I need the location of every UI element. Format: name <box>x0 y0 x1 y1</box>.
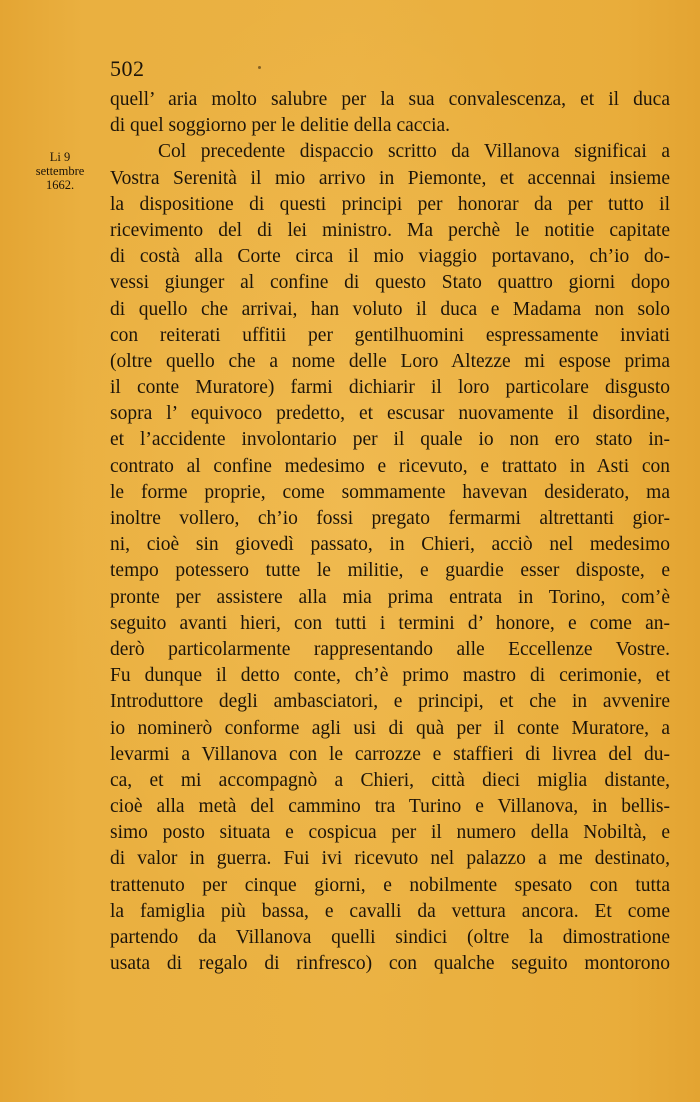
text-line: cioè alla metà del cammino tra Turino e Villanova, in bellis- <box>110 796 670 818</box>
text-line: vessi giunger al confine di questo Stato quattro giorni dopo <box>110 272 670 294</box>
text-line: Col precedente dispaccio scritto da Villanova significai a <box>158 141 670 163</box>
text-line: Vostra Serenità il mio arrivo in Piemonte, et accennai insieme <box>110 167 670 189</box>
text-line: di costà alla Corte circa il mio viaggio portavano, ch’io do- <box>110 246 670 268</box>
text-line: ca, et mi accompagnò a Chieri, città dieci miglia distante, <box>110 769 670 791</box>
margin-note-month: settembre <box>35 164 85 178</box>
text-line: contrato al confine medesimo e ricevuto, e trattato in Asti con <box>110 455 670 477</box>
text-line: di quel soggiorno per le delitie della caccia. <box>110 115 451 137</box>
text-line: la famiglia più bassa, e cavalli da vettura ancora. Et come <box>110 900 670 922</box>
ink-speck <box>258 66 261 69</box>
text-line: io nominerò conforme agli usi di quà per il conte Muratore, a <box>110 717 670 739</box>
text-line: usata di regalo di rinfresco) con qualche seguito montorono <box>110 953 670 975</box>
margin-note-year: 1662. <box>45 178 75 192</box>
text-line: et l’accidente involontario per il quale io non ero stato in- <box>110 429 670 451</box>
text-line: il conte Muratore) farmi dichiarir il loro particolare disgusto <box>110 377 670 399</box>
text-line: sopra l’ equivoco predetto, et escusar nuovamente il disordine, <box>110 403 670 425</box>
text-line: partendo da Villanova quelli sindici (oltre la dimostratione <box>110 927 670 948</box>
text-line: Introduttore degli ambasciatori, e principi, et che in avvenire <box>110 691 670 713</box>
page-number: 502 <box>110 56 145 81</box>
text-line: pronte per assistere alla mia prima entrata in Torino, com’è <box>110 586 670 608</box>
margin-note-day: Li 9 <box>49 150 71 164</box>
text-line: di valor in guerra. Fui ivi ricevuto nel palazzo a me destinato, <box>110 848 670 870</box>
text-line: con reiterati uffitii per gentilhuomini espressamente inviati <box>110 324 670 346</box>
text-line: ricevimento del di lei ministro. Ma perchè le notitie capitate <box>110 219 670 241</box>
body-text <box>110 87 670 977</box>
text-line: trattenuto per cinque giorni, e nobilmente spesato con tutta <box>110 874 670 896</box>
text-line: la dispositione di questi principi per honorar da per tutto il <box>110 193 670 215</box>
text-line: simo posto situata e cospicua per il numero della Nobiltà, e <box>110 822 670 844</box>
text-line: di quello che arrivai, han voluto il duca e Madama non solo <box>110 298 670 320</box>
marginal-date-note <box>20 150 100 192</box>
text-line: inoltre vollero, ch’io fossi pregato fermarmi altrettanti gior- <box>110 508 670 529</box>
text-line: (oltre quello che a nome delle Loro Altezze mi espose prima <box>110 350 670 372</box>
text-line: le forme proprie, come sommamente havevan desiderato, ma <box>110 481 670 503</box>
text-line: ni, cioè sin giovedì passato, in Chieri, acciò nel medesimo <box>110 534 670 556</box>
text-line: derò particolarmente rappresentando alle Eccellenze Vostre. <box>110 638 670 660</box>
text-line: seguito avanti hieri, con tutti i termini d’ honore, e come an- <box>110 612 670 634</box>
text-line: Fu dunque il detto conte, ch’è primo mastro di cerimonie, et <box>110 665 670 687</box>
text-line: levarmi a Villanova con le carrozze e staffieri di livrea del du- <box>110 743 670 765</box>
text-line: tempo potessero tutte le militie, e guardie esser disposte, e <box>110 560 670 582</box>
text-line: quell’ aria molto salubre per la sua convalescenza, et il duca <box>110 89 670 110</box>
